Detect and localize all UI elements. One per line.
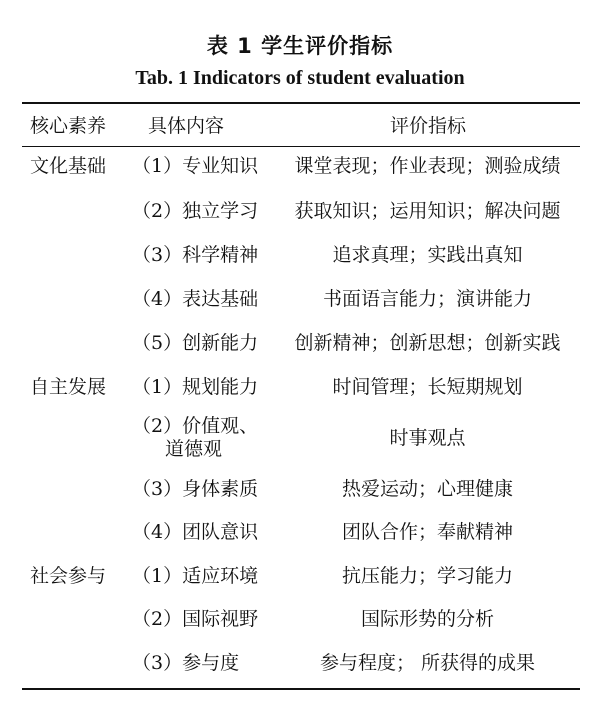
row-content: （4）表达基础 — [132, 288, 259, 310]
header-rule — [22, 146, 580, 147]
row-indicator: 时间管理；长短期规划 — [332, 376, 523, 398]
row-content: （3）参与度 — [132, 652, 240, 674]
row-indicator: 创新精神；创新思想；创新实践 — [294, 332, 561, 354]
row-content: （1）适应环境 — [132, 565, 259, 587]
row-indicator: 团队合作；奉献精神 — [341, 521, 513, 543]
group-name: 社会参与 — [30, 565, 107, 587]
row-indicator: 书面语言能力；演讲能力 — [322, 288, 532, 310]
row-indicator: 获取知识；运用知识；解决问题 — [294, 200, 561, 222]
row-indicator: 时事观点 — [389, 427, 466, 449]
row-indicator: 追求真理；实践出真知 — [332, 244, 523, 266]
row-indicator: 课堂表现；作业表现；测验成绩 — [294, 155, 561, 177]
row-content: （4）团队意识 — [132, 521, 259, 543]
row-content: （1）专业知识 — [132, 155, 259, 177]
top-rule — [22, 102, 580, 104]
table-title-en: Tab. 1 Indicators of student evaluation — [135, 67, 465, 89]
row-content: （5）创新能力 — [132, 332, 259, 354]
row-indicator: 热爱运动；心理健康 — [341, 478, 513, 500]
row-content: （1）规划能力 — [132, 376, 259, 398]
group-name: 文化基础 — [30, 155, 107, 177]
group-name: 自主发展 — [30, 376, 107, 398]
row-indicator: 国际形势的分析 — [360, 608, 494, 630]
bottom-rule — [22, 688, 580, 690]
table-title-cn: 表 1 学生评价指标 — [206, 34, 394, 58]
row-content: （3）科学精神 — [132, 244, 259, 266]
row-content: （2）价值观、 — [132, 415, 259, 437]
row-content: （2）独立学习 — [132, 200, 259, 222]
row-content: （2）国际视野 — [132, 608, 259, 630]
row-content: （3）身体素质 — [132, 478, 259, 500]
header-indicator: 评价指标 — [390, 115, 467, 137]
header-core: 核心素养 — [30, 115, 107, 137]
row-indicator: 参与程度； 所获得的成果 — [319, 652, 536, 674]
row-content-line2: 道德观 — [165, 438, 223, 460]
row-indicator: 抗压能力；学习能力 — [341, 565, 513, 587]
header-content: 具体内容 — [148, 115, 225, 137]
